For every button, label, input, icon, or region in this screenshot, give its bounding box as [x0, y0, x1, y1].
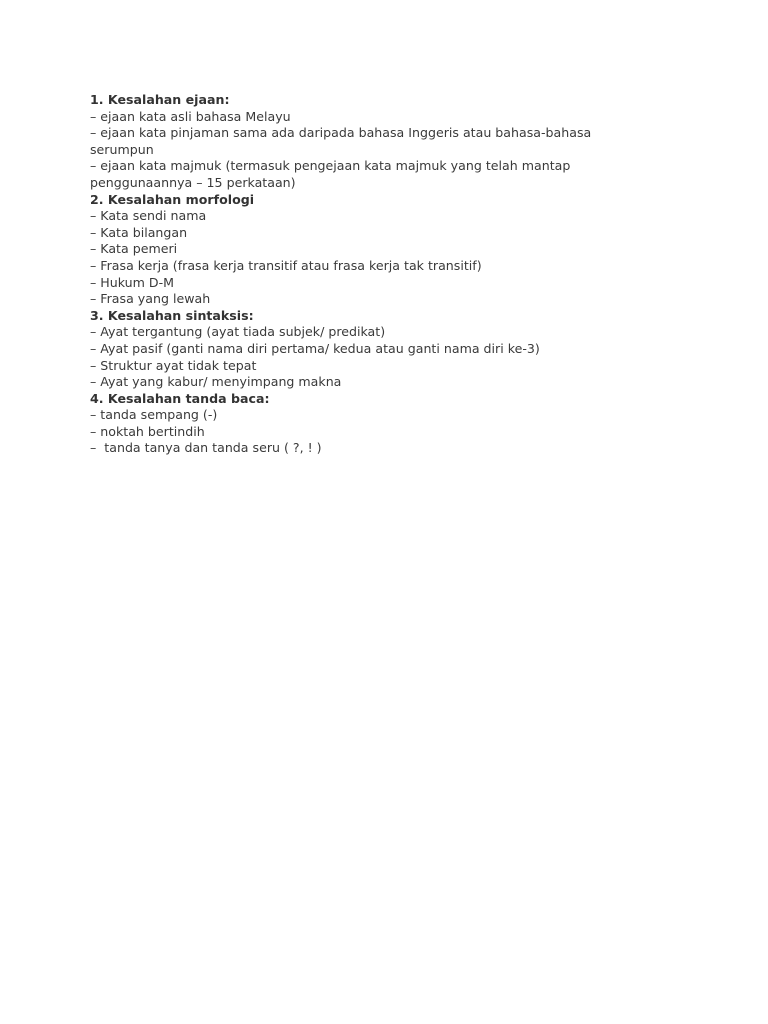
list-item: – Frasa yang lewah — [90, 291, 211, 307]
list-item: – Struktur ayat tidak tepat — [90, 357, 257, 373]
list-item: – Kata pemeri — [90, 241, 178, 257]
section-tanda-baca — [90, 391, 650, 457]
list-item: – Ayat tergantung (ayat tiada subjek/ predikat) — [90, 324, 386, 340]
section-heading: 1. Kesalahan ejaan: — [90, 92, 230, 107]
list-item: – ejaan kata majmuk (termasuk pengejaan kata majmuk yang telah mantap penggunaannya – 15 perkataan) — [90, 158, 575, 190]
section-heading: 4. Kesalahan tanda baca: — [90, 390, 270, 406]
list-item: – noktah bertindih — [90, 423, 205, 439]
list-item: – Kata sendi nama — [90, 208, 207, 224]
list-item: – ejaan kata pinjaman sama ada daripada bahasa Inggeris atau bahasa-bahasa serumpun — [90, 125, 596, 157]
list-item: – tanda sempang (-) — [90, 407, 218, 423]
section-morfologi — [90, 192, 650, 308]
list-item: – Frasa kerja (frasa kerja transitif atau frasa kerja tak transitif) — [90, 257, 482, 273]
section-sintaksis — [90, 308, 650, 391]
list-item: – ejaan kata asli bahasa Melayu — [90, 108, 291, 124]
list-item: – tanda tanya dan tanda seru ( ?, ! ) — [90, 440, 322, 456]
list-item: – Hukum D-M — [90, 274, 175, 290]
list-item: – Kata bilangan — [90, 224, 188, 240]
document-body — [90, 92, 650, 457]
section-heading: 3. Kesalahan sintaksis: — [90, 307, 254, 323]
section-ejaan — [90, 92, 650, 192]
section-heading: 2. Kesalahan morfologi — [90, 191, 255, 207]
list-item: – Ayat yang kabur/ menyimpang makna — [90, 374, 342, 390]
list-item: – Ayat pasif (ganti nama diri pertama/ kedua atau ganti nama diri ke-3) — [90, 340, 540, 356]
